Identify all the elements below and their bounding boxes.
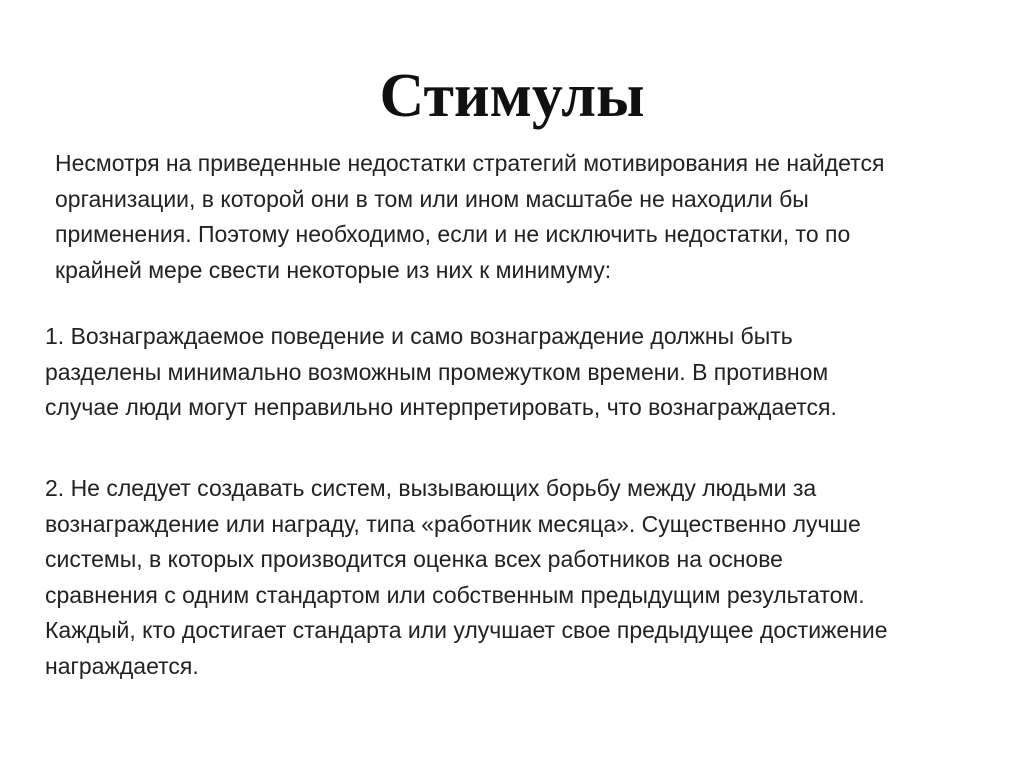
point-2-line: 2. Не следует создавать систем, вызывающих борьбу между людьми за	[45, 475, 817, 501]
point-2-line: системы, в которых производится оценка всех работников на основе	[45, 546, 783, 572]
slide-title: Стимулы	[379, 62, 645, 130]
point-1-paragraph	[45, 319, 1015, 426]
point-2-line: вознаграждение или награду, типа «работник месяца». Существенно лучше	[45, 510, 861, 537]
point-2-paragraph	[45, 471, 1015, 684]
point-1-line: разделены минимально возможным промежутком времени. В противном	[45, 358, 829, 385]
point-1-line: 1. Вознаграждаемое поведение и само вознаграждение должны быть	[45, 323, 793, 349]
intro-line: применения. Поэтому необходимо, если и не исключить недостатки, то по	[55, 221, 851, 247]
intro-line: организации, в которой они в том или ином масштабе не находили бы	[55, 185, 809, 212]
intro-paragraph	[55, 146, 1015, 288]
point-2-line: сравнения с одним стандартом или собственным предыдущим результатом.	[45, 581, 865, 608]
intro-line: крайней мере свести некоторые из них к минимуму:	[55, 256, 612, 283]
point-1-line: случае люди могут неправильно интерпретировать, что вознаграждается.	[45, 394, 837, 420]
point-2-line: награждается.	[45, 652, 199, 679]
point-2-line: Каждый, кто достигает стандарта или улучшает свое предыдущее достижение	[45, 617, 888, 643]
intro-line: Несмотря на приведенные недостатки стратегий мотивирования не найдется	[55, 150, 885, 176]
